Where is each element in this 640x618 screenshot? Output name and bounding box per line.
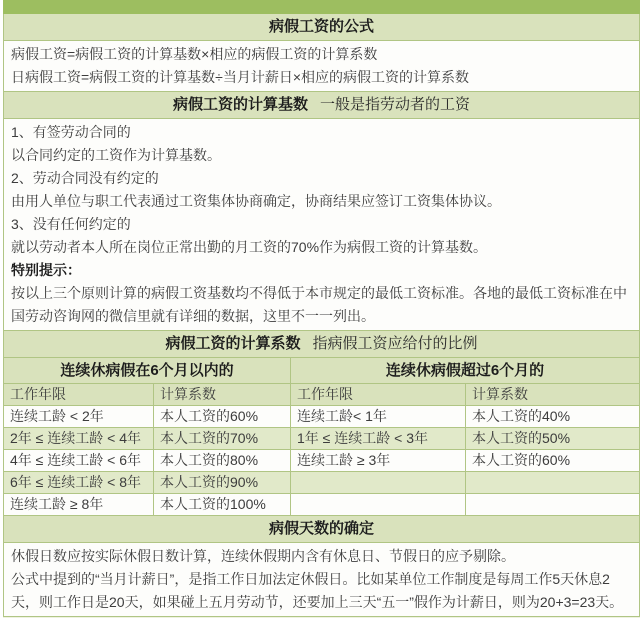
- table-cell-empty: [466, 494, 639, 516]
- days-line: 公式中提到的“当月计薪日”，是指工作日加法定休假日。比如某单位工作制度是每周工作5天休息2天，则工作日是20天，如果碰上五月劳动节，还要加上三天“五一”假作为计薪日，则为20+3=23天。: [11, 571, 624, 610]
- table-cell: 本人工资的80%: [154, 450, 291, 472]
- section-header-days: [4, 516, 639, 543]
- document-table: [3, 14, 640, 617]
- group-header-within-6-months: 连续休病假在6个月以内的: [4, 358, 291, 384]
- days-line: 休假日数应按实际休假日数计算，连续休假期内含有休息日、节假日的应予剔除。: [11, 548, 515, 564]
- section-subtitle-base: 一般是指劳动者的工资: [320, 96, 471, 113]
- table-cell: 2年 ≤ 连续工龄 < 4年: [4, 428, 154, 450]
- section-header-base: [4, 92, 639, 119]
- base-line: 由用人单位与职工代表通过工资集体协商确定，协商结果应签订工资集体协议。: [11, 193, 501, 209]
- section-header-formula: [4, 14, 639, 41]
- column-header: 工作年限: [4, 384, 154, 406]
- column-header: 工作年限: [291, 384, 466, 406]
- base-line: 以合同约定的工资作为计算基数。: [11, 147, 221, 163]
- section-title-days: 病假天数的确定: [268, 520, 374, 537]
- special-note-label: 特别提示：: [11, 262, 81, 278]
- days-body: [4, 543, 639, 616]
- table-cell: 本人工资的100%: [154, 494, 291, 516]
- section-subtitle-coefficient: 指病假工资应给付的比例: [312, 335, 478, 352]
- formula-line: 病假工资=病假工资的计算基数×相应的病假工资的计算系数: [11, 46, 378, 62]
- formula-line: 日病假工资=病假工资的计算基数÷当月计薪日×相应的病假工资的计算系数: [11, 69, 470, 85]
- base-body: [4, 119, 639, 331]
- table-cell: 连续工龄< 1年: [291, 406, 466, 428]
- base-line: 3、没有任何约定的: [11, 216, 131, 232]
- table-cell: 连续工龄 ≥ 3年: [291, 450, 466, 472]
- formula-body: [4, 41, 639, 92]
- table-cell: 本人工资的50%: [466, 428, 639, 450]
- base-line: 1、有签劳动合同的: [11, 124, 131, 140]
- section-header-coefficient: [4, 331, 639, 358]
- table-cell-empty: [291, 494, 466, 516]
- table-cell: 连续工龄 < 2年: [4, 406, 154, 428]
- table-cell: 本人工资的60%: [154, 406, 291, 428]
- column-header: 计算系数: [466, 384, 639, 406]
- top-green-bar: [3, 0, 640, 14]
- table-cell: 1年 ≤ 连续工龄 < 3年: [291, 428, 466, 450]
- table-cell: 连续工龄 ≥ 8年: [4, 494, 154, 516]
- table-cell: 4年 ≤ 连续工龄 < 6年: [4, 450, 154, 472]
- table-cell: 本人工资的60%: [466, 450, 639, 472]
- table-cell: 本人工资的90%: [154, 472, 291, 494]
- base-line: 就以劳动者本人所在岗位正常出勤的月工资的70%作为病假工资的计算基数。: [11, 239, 488, 255]
- special-note-text: 按以上三个原则计算的病假工资基数均不得低于本市规定的最低工资标准。各地的最低工资标准在中国劳动咨询网的微信里就有详细的数据，这里不一一列出。: [11, 285, 627, 324]
- column-header: 计算系数: [154, 384, 291, 406]
- table-cell-empty: [291, 472, 466, 494]
- table-cell: 本人工资的40%: [466, 406, 639, 428]
- section-title-coefficient: 病假工资的计算系数: [165, 335, 301, 352]
- table-cell: 本人工资的70%: [154, 428, 291, 450]
- group-header-over-6-months: 连续休病假超过6个月的: [291, 358, 639, 384]
- table-cell: 6年 ≤ 连续工龄 < 8年: [4, 472, 154, 494]
- table-cell-empty: [466, 472, 639, 494]
- section-title-base: 病假工资的计算基数: [172, 96, 308, 113]
- coefficient-table: [4, 358, 639, 516]
- base-line: 2、劳动合同没有约定的: [11, 170, 159, 186]
- section-title-formula: 病假工资的公式: [268, 18, 374, 35]
